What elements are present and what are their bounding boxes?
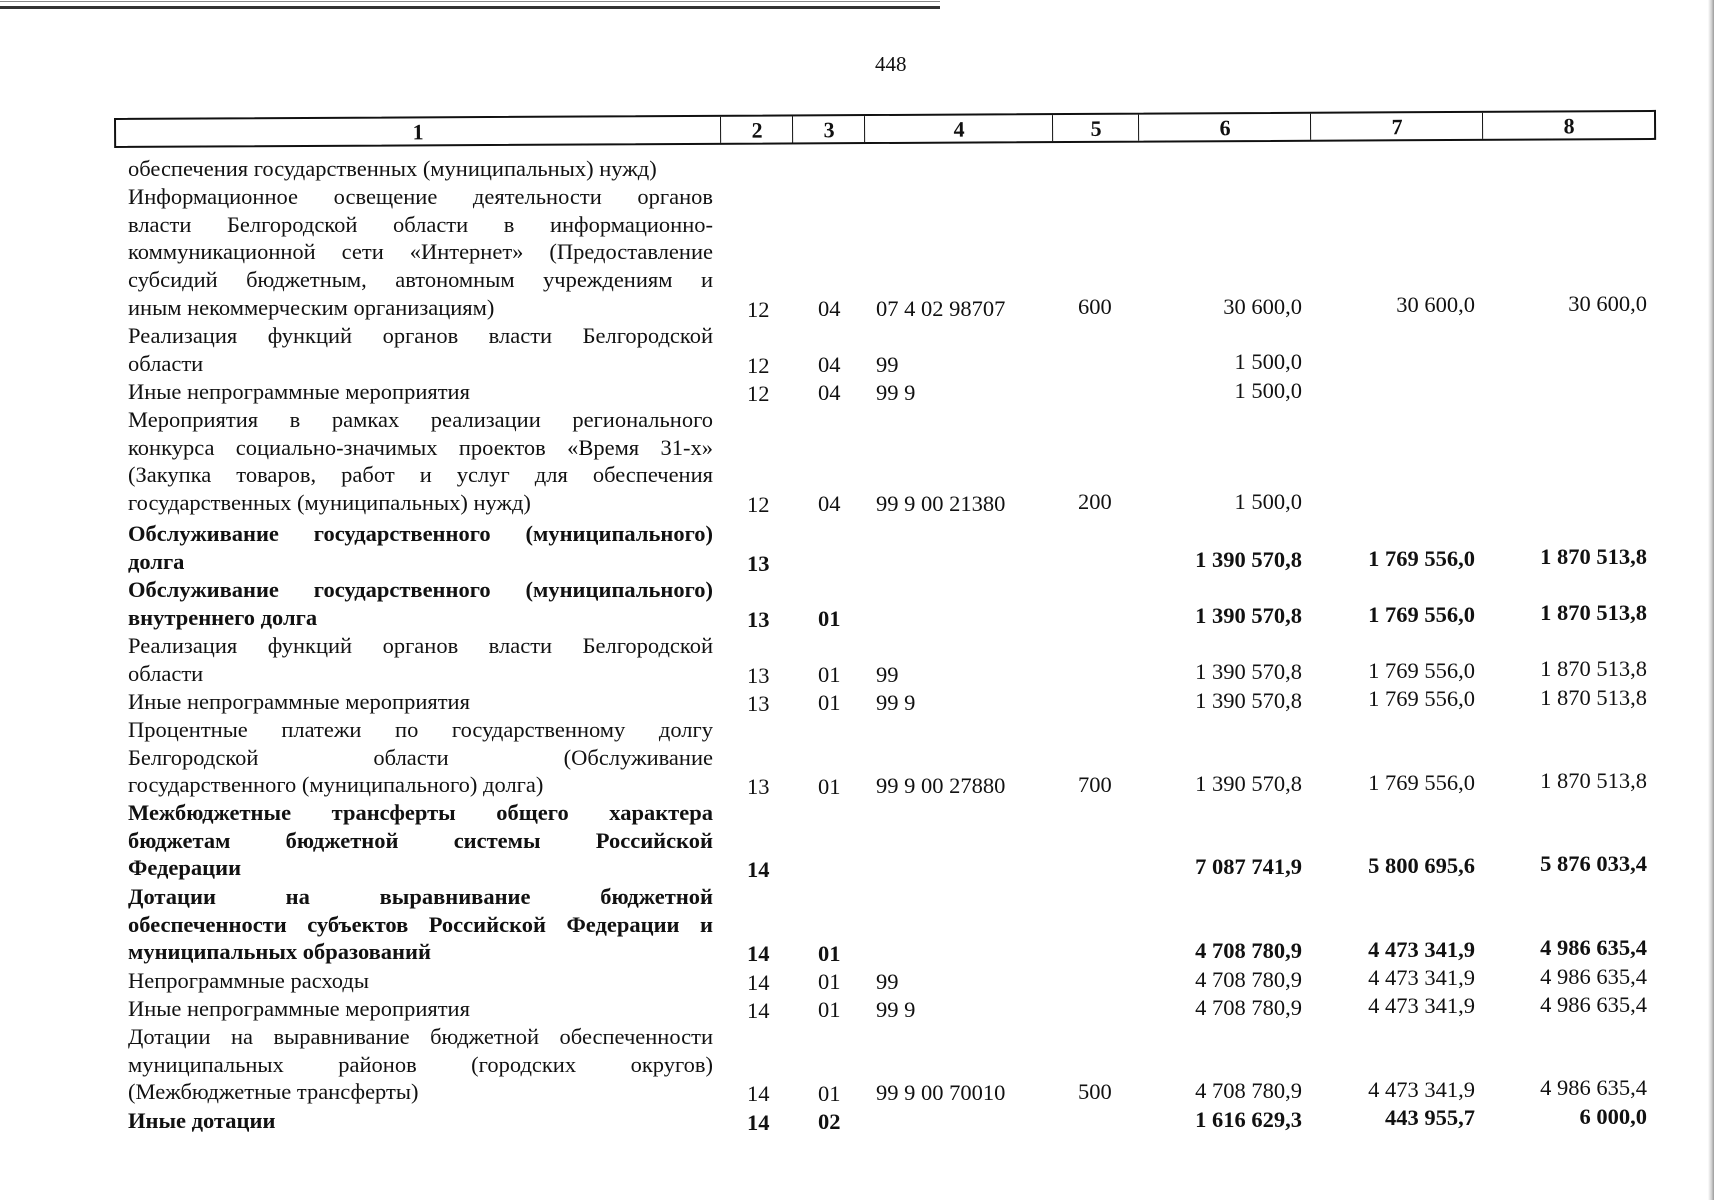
cell-amount-col7: 443 955,7	[1385, 1105, 1475, 1131]
description-line: Непрограммные расходы	[128, 968, 369, 993]
description-line: бюджетам бюджетной системы Российской	[128, 827, 713, 853]
description-line: Иные непрограммные мероприятия	[128, 996, 470, 1021]
header-col-5: 5	[1052, 115, 1139, 141]
cell-amount-col6: 1 390 570,8	[1195, 603, 1302, 629]
cell-section: 12	[747, 381, 770, 406]
description-line: долга	[128, 548, 185, 574]
description-line: (Межбюджетные трансферты)	[128, 1079, 419, 1105]
cell-section: 13	[747, 606, 770, 632]
cell-section: 13	[747, 662, 770, 688]
row-description	[128, 406, 713, 517]
cell-section: 14	[747, 998, 770, 1023]
description-line: области	[128, 350, 204, 376]
cell-section: 14	[747, 970, 770, 995]
cell-amount-col7: 1 769 556,0	[1368, 686, 1475, 712]
description-line: иным некоммерческим организациям)	[128, 294, 495, 320]
cell-amount-col8: 1 870 513,8	[1540, 768, 1647, 794]
cell-section: 14	[747, 941, 770, 967]
header-col-4: 4	[864, 115, 1053, 142]
cell-amount-col8: 4 986 635,4	[1540, 1075, 1647, 1101]
cell-amount-col7: 1 769 556,0	[1368, 601, 1475, 627]
cell-target-article: 07 4 02 98707	[876, 295, 1006, 321]
cell-subsection: 01	[818, 997, 841, 1023]
cell-amount-col7: 1 769 556,0	[1368, 769, 1475, 795]
row-description	[128, 183, 713, 322]
description-line: Федерации	[128, 855, 242, 881]
cell-amount-col6: 1 390 570,8	[1195, 687, 1302, 713]
cell-amount-col7: 1 769 556,0	[1368, 545, 1475, 571]
row-description	[128, 632, 713, 687]
description-line: (Закупка товаров, работ и услуг для обеспечения	[128, 462, 713, 488]
cell-amount-col6: 4 708 780,9	[1195, 1078, 1302, 1104]
cell-amount-col8: 4 986 635,4	[1540, 963, 1647, 989]
cell-section: 12	[747, 296, 770, 322]
cell-amount-col8: 1 870 513,8	[1540, 656, 1647, 682]
cell-subsection: 04	[818, 296, 841, 322]
row-description	[128, 688, 713, 716]
row-description	[128, 576, 713, 631]
cell-amount-col8: 6 000,0	[1579, 1103, 1647, 1129]
description-line: внутреннего долга	[128, 604, 318, 630]
description-line: конкурса социально-значимых проектов «Время 31-х»	[128, 434, 713, 460]
cell-subsection: 01	[818, 773, 841, 799]
description-line: Мероприятия в рамках реализации регионального	[128, 407, 713, 432]
cell-amount-col7: 4 473 341,9	[1368, 965, 1475, 991]
cell-amount-col6: 4 708 780,9	[1195, 938, 1302, 964]
cell-amount-col8: 1 870 513,8	[1540, 684, 1647, 710]
description-line: Реализация функций органов власти Белгородской	[128, 633, 713, 658]
row-description	[128, 799, 713, 882]
cell-target-article: 99 9	[876, 689, 916, 715]
header-col-6: 6	[1138, 114, 1311, 141]
cell-section: 14	[747, 1081, 770, 1107]
description-line: Реализация функций органов власти Белгородской	[128, 323, 713, 348]
cell-amount-col6: 1 500,0	[1234, 349, 1302, 375]
cell-amount-col6: 30 600,0	[1223, 293, 1302, 319]
description-line: Белгородской области (Обслуживание	[128, 744, 713, 770]
header-col-7: 7	[1310, 113, 1483, 140]
cell-amount-col8: 1 870 513,8	[1540, 600, 1647, 626]
cell-section: 13	[747, 691, 770, 716]
description-line: Дотации на выравнивание бюджетной обеспеченности	[128, 1024, 713, 1049]
cell-target-article: 99	[876, 351, 899, 377]
cell-target-article: 99 9	[876, 379, 916, 405]
row-description	[128, 883, 713, 966]
header-col-3: 3	[792, 116, 865, 142]
cell-subsection: 01	[818, 940, 841, 966]
cell-subsection: 02	[818, 1109, 841, 1135]
cell-expense-type: 500	[1078, 1078, 1112, 1104]
description-line: Процентные платежи по государственному долгу	[128, 717, 713, 742]
header-col-8: 8	[1482, 112, 1655, 139]
cell-amount-col6: 1 390 570,8	[1195, 659, 1302, 685]
description-line: государственного (муниципального) долга)	[128, 772, 544, 798]
cell-subsection: 01	[818, 1080, 841, 1106]
description-line: Иные непрограммные мероприятия	[128, 379, 470, 404]
cell-section: 13	[747, 550, 770, 576]
cell-target-article: 99	[876, 968, 899, 994]
cell-amount-col8: 5 876 033,4	[1540, 851, 1647, 877]
cell-amount-col6: 1 616 629,3	[1195, 1106, 1302, 1132]
description-line: муниципальных районов (городских округов)	[128, 1051, 713, 1077]
row-description	[128, 967, 713, 995]
row-description	[128, 1023, 713, 1106]
cell-section: 14	[747, 1110, 770, 1135]
cell-section: 14	[747, 857, 770, 883]
description-line: Иные непрограммные мероприятия	[128, 689, 470, 714]
cell-amount-col6: 1 500,0	[1234, 488, 1302, 514]
cell-expense-type: 700	[1078, 771, 1112, 797]
header-col-1: 1	[412, 119, 424, 145]
cell-amount-col6: 7 087 741,9	[1195, 854, 1302, 880]
cell-target-article: 99 9 00 70010	[876, 1080, 1006, 1106]
cell-subsection: 01	[818, 606, 841, 632]
row-description	[128, 520, 713, 575]
cell-expense-type: 600	[1078, 293, 1112, 319]
description-line: Информационное освещение деятельности органов	[128, 184, 713, 209]
cell-amount-col7: 1 769 556,0	[1368, 657, 1475, 683]
row-description	[128, 322, 713, 377]
page-number: 448	[875, 52, 907, 76]
cell-amount-col6: 4 708 780,9	[1195, 966, 1302, 992]
description-line: обеспечения государственных (муниципальных) нужд)	[128, 156, 657, 181]
row-description	[128, 995, 713, 1023]
cell-target-article: 99 9	[876, 996, 916, 1022]
description-line: власти Белгородской области в информационно-	[128, 211, 713, 237]
cell-subsection: 04	[818, 352, 841, 378]
cell-amount-col7: 5 800 695,6	[1368, 852, 1475, 878]
cell-subsection: 04	[818, 380, 841, 406]
cell-amount-col7: 4 473 341,9	[1368, 993, 1475, 1019]
cell-amount-col6: 1 390 570,8	[1195, 547, 1302, 573]
cell-amount-col6: 1 390 570,8	[1195, 771, 1302, 797]
cell-target-article: 99 9 00 27880	[876, 773, 1006, 799]
cell-amount-col8: 1 870 513,8	[1540, 544, 1647, 570]
description-line: Обслуживание государственного (муниципального)	[128, 577, 713, 602]
cell-amount-col8: 4 986 635,4	[1540, 935, 1647, 961]
cell-subsection: 01	[818, 662, 841, 688]
cell-amount-col7: 30 600,0	[1396, 292, 1475, 318]
cell-amount-col7: 4 473 341,9	[1368, 936, 1475, 962]
row-description	[128, 155, 713, 183]
description-line: коммуникационной сети «Интернет» (Предоставление	[128, 239, 713, 265]
cell-subsection: 04	[818, 491, 841, 517]
cell-subsection: 01	[818, 969, 841, 995]
description-line: Обслуживание государственного (муниципального)	[128, 521, 713, 546]
cell-target-article: 99 9 00 21380	[876, 491, 1006, 516]
description-line: области	[128, 660, 204, 686]
description-line: государственных (муниципальных) нужд)	[128, 490, 531, 516]
description-line: субсидий бюджетным, автономным учреждениям и	[128, 267, 713, 293]
description-line: Дотации на выравнивание бюджетной	[128, 884, 713, 909]
cell-amount-col6: 1 500,0	[1234, 377, 1302, 403]
header-col-2: 2	[720, 116, 793, 142]
description-line: Межбюджетные трансферты общего характера	[128, 800, 713, 825]
description-line: обеспеченности субъектов Российской Федерации и	[128, 911, 713, 937]
cell-section: 13	[747, 774, 770, 800]
cell-amount-col8: 4 986 635,4	[1540, 991, 1647, 1017]
row-description	[128, 1107, 713, 1135]
cell-section: 12	[747, 492, 770, 518]
row-description	[128, 378, 713, 406]
cell-expense-type: 200	[1078, 489, 1112, 515]
cell-subsection: 01	[818, 690, 841, 716]
description-line: Иные дотации	[128, 1108, 276, 1133]
cell-target-article: 99	[876, 661, 899, 687]
row-description	[128, 716, 713, 799]
cell-amount-col6: 4 708 780,9	[1195, 994, 1302, 1020]
cell-section: 12	[747, 352, 770, 378]
cell-amount-col8: 30 600,0	[1568, 290, 1647, 316]
description-line: муниципальных образований	[128, 939, 431, 965]
cell-amount-col7: 4 473 341,9	[1368, 1076, 1475, 1102]
